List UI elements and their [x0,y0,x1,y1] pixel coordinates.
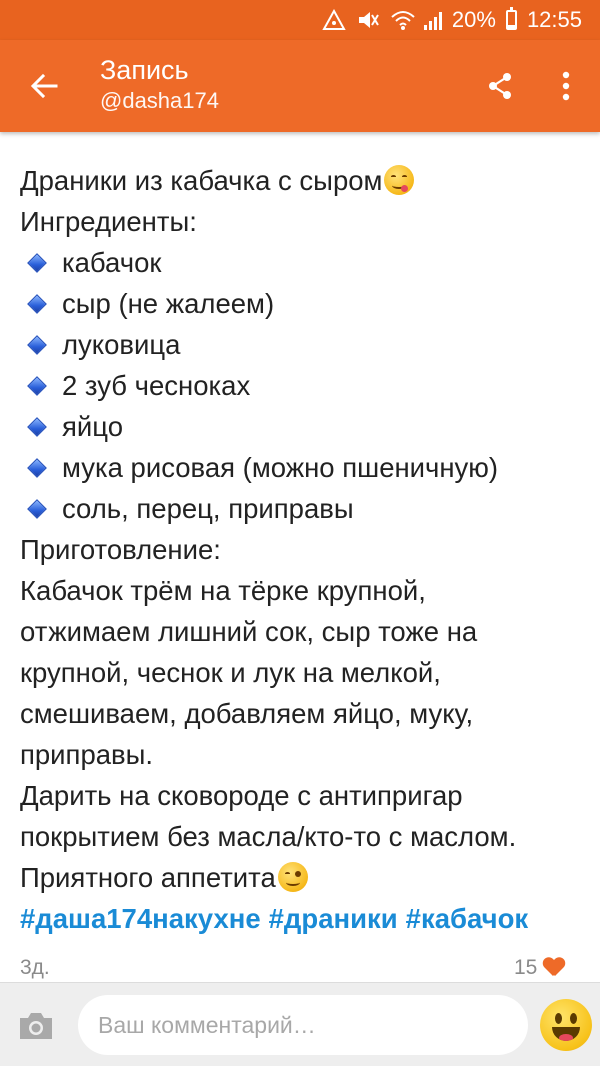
ingredient-item [20,242,585,283]
ingredient-text: мука рисовая (можно пшеничную) [62,452,499,483]
status-bar [0,0,600,40]
signal-icon [424,10,442,30]
ingredient-item [20,406,585,447]
app-bar [0,40,600,132]
prep-line: покрытием без масла/кто-то с маслом. [20,821,517,852]
prep-line: Дарить на сковороде с антипригар [20,780,463,811]
blue-diamond-icon [27,417,47,437]
like-count: 15 [514,956,538,979]
post-title-line [20,160,585,201]
prep-heading: Приготовление: [20,534,221,565]
ingredient-item [20,283,585,324]
ingredient-item [20,365,585,406]
page-title: Запись [100,55,189,85]
prep-line: приправы. [20,739,154,770]
more-vertical-icon [561,71,571,101]
arrow-left-icon [29,71,59,101]
hashtag-link[interactable]: #кабачок [405,903,529,934]
clock: 12:55 [526,7,582,32]
prep-line: смешиваем, добавляем яйцо, муку, [20,698,474,729]
battery-icon [506,10,517,30]
ingredient-text: луковица [62,329,181,360]
ingredient-text: соль, перец, приправы [62,493,354,524]
wifi-icon [390,9,414,31]
title-block [100,54,219,116]
like-button[interactable] [514,956,565,980]
hashtag-row [20,898,585,939]
prep-line: отжимаем лишний сок, сыр тоже на [20,616,478,647]
share-icon [486,72,514,100]
blue-diamond-icon [27,499,47,519]
yum-emoji-icon [384,165,414,195]
closing-line [20,857,585,898]
emoji-picker-button[interactable] [540,999,592,1051]
ingredient-text: 2 зуб чесноках [62,370,251,401]
back-button[interactable] [22,64,66,108]
ingredient-text: сыр (не жалеем) [62,288,275,319]
smile-emoji-icon [555,1013,562,1024]
hashtag-link[interactable]: #даша174накухне [20,903,261,934]
blue-diamond-icon [27,335,47,355]
author-username[interactable]: @dasha174 [100,88,219,113]
ingredients-heading: Ингредиенты: [20,206,197,237]
post-body [20,160,585,939]
prep-line: Кабачок трём на тёрке крупной, [20,575,426,606]
blue-diamond-icon [27,376,47,396]
prep-line: Приятного аппетита [20,862,276,893]
blue-diamond-icon [27,294,47,314]
accessibility-icon [322,9,346,31]
camera-icon [18,1011,54,1041]
mute-icon [356,9,380,31]
blue-diamond-icon [27,253,47,273]
blue-diamond-icon [27,458,47,478]
comment-bar [0,982,600,1066]
ingredient-item [20,447,585,488]
hashtag-link[interactable]: #драники [268,903,398,934]
camera-button[interactable] [18,1011,54,1041]
ingredient-item [20,324,585,365]
ingredient-text: яйцо [62,411,123,442]
heart-icon [543,958,565,978]
ingredient-item [20,488,585,529]
prep-line: крупной, чеснок и лук на мелкой, [20,657,441,688]
ingredient-text: кабачок [62,247,162,278]
more-options-button[interactable] [546,64,586,108]
wink-emoji-icon [278,862,308,892]
post-title: Драники из кабачка с сыром [20,165,383,196]
post-date: 3д. [20,956,50,979]
battery-percent: 20% [451,7,496,32]
share-button[interactable] [478,64,522,108]
comment-input[interactable] [78,995,528,1055]
